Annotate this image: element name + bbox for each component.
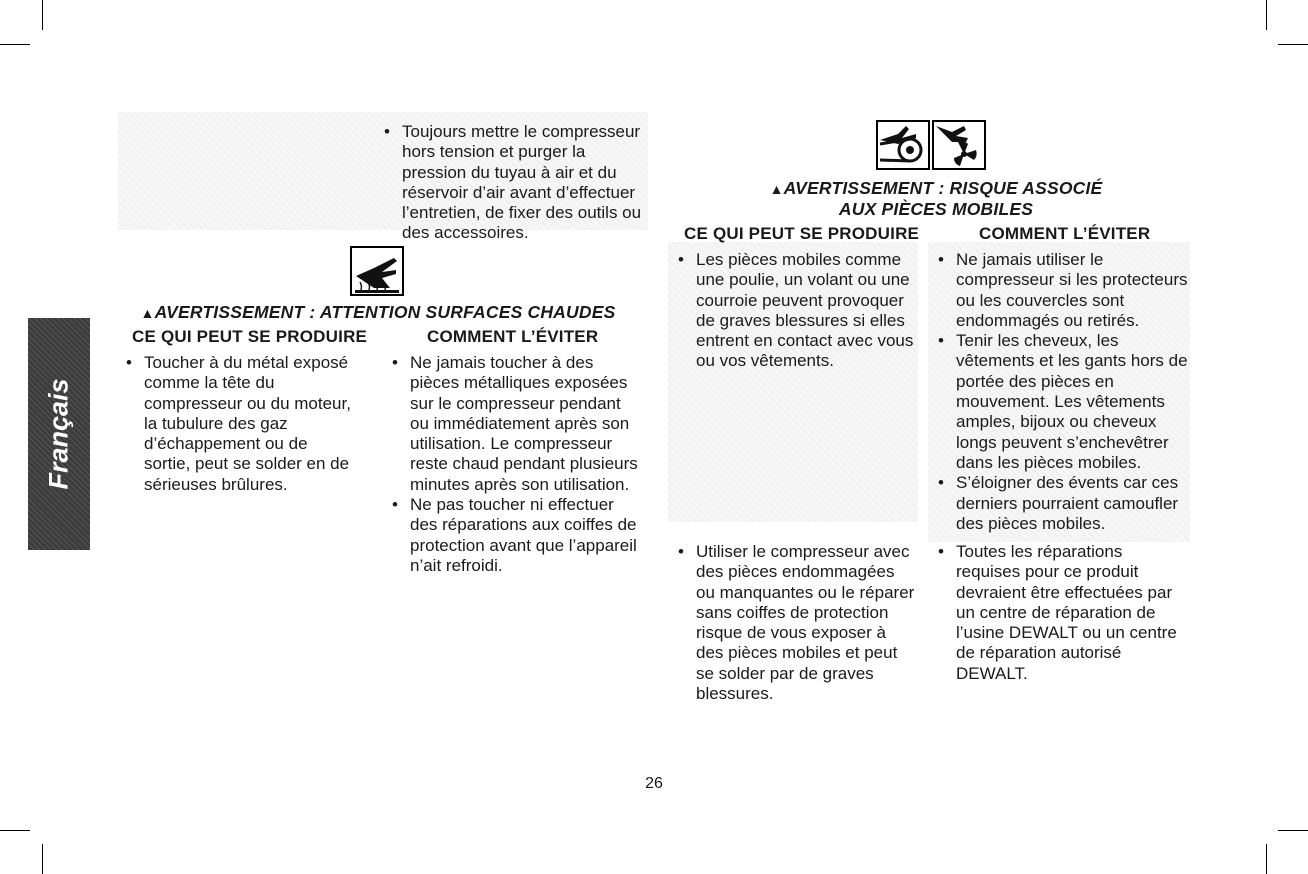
crop-mark [1278, 830, 1308, 831]
how-to-prevent-heading: COMMENT L’ÉVITER [427, 327, 599, 346]
crop-mark [0, 44, 30, 45]
moving-how-to-prevent-list-2 [938, 542, 1190, 684]
list-item: • Ne jamais utiliser le compresseur si les protecteurs ou les couvercles sont endommagés ou retirés. [938, 250, 1190, 331]
language-tab [28, 318, 90, 550]
list-item: • Toucher à du métal exposé comme la tête du compresseur ou du moteur, la tubulure des gaz d’échappement ou de sortie, peut se solder en de sérieuses brûlures. [126, 353, 358, 495]
warning-title-text: AVERTISSEMENT : ATTENTION SURFACES CHAUDES [154, 302, 616, 322]
warning-triangle-icon: ▲ [140, 305, 155, 321]
list-item: • Ne jamais toucher à des pièces métalliques exposées sur le compresseur pendant ou immédiatement après son utilisation. Le compresseur reste chaud pendant plusieurs minutes après son utilisation. [392, 353, 642, 495]
crop-mark [42, 0, 43, 30]
warning-title-line2: AUX PIÈCES MOBILES [838, 199, 1034, 219]
hot-surfaces-warning-title [128, 302, 628, 323]
crop-mark [1266, 844, 1267, 874]
what-can-happen-heading: CE QUI PEUT SE PRODUIRE [684, 224, 920, 243]
warning-triangle-icon: ▲ [769, 181, 784, 197]
how-to-prevent-heading: COMMENT L’ÉVITER [979, 224, 1151, 243]
moving-how-to-prevent-list-1 [938, 250, 1190, 534]
list-item: • Utiliser le compresseur avec des pièces endommagées ou manquantes ou le réparer sans coiffes de protection risque de vous exposer à des pièces mobiles et peut se solder par de graves blessures. [678, 542, 918, 704]
hot-how-to-prevent-list [392, 353, 642, 576]
list-item: • Toujours mettre le compresseur hors tension et purger la pression du tuyau à air et du réservoir d’air avant d’effectuer l’entretien, de fixer des outils ou des accessoires. [384, 122, 644, 244]
hot-surface-hand-icon [350, 246, 404, 296]
language-tab-label: Français [43, 378, 74, 490]
what-can-happen-heading: CE QUI PEUT SE PRODUIRE [132, 327, 368, 346]
page-number: 26 [645, 775, 663, 792]
hot-what-can-happen-list [126, 353, 358, 495]
list-item: • Tenir les cheveux, les vêtements et les gants hors de portée des pièces en mouvement. Les vêtements amples, bijoux ou cheveux longs peuvent s’enchevêtrer dans les pièces mobiles. [938, 331, 1190, 473]
list-item: • S’éloigner des évents car ces derniers pourraient camoufler des pièces mobiles. [938, 473, 1190, 534]
fan-blade-hand-icon [932, 120, 986, 170]
top-bullet-list [384, 122, 644, 244]
warning-title-line1: AVERTISSEMENT : RISQUE ASSOCIÉ [783, 178, 1103, 198]
crop-mark [0, 830, 30, 831]
list-item: • Toutes les réparations requises pour ce produit devraient être effectuées par un centre de réparation de l’usine DEWALT ou un centre de réparation autorisé DEWALT. [938, 542, 1190, 684]
list-item: • Ne pas toucher ni effectuer des réparations aux coiffes de protection avant que l’appareil n’ait refroidi. [392, 495, 642, 576]
moving-what-can-happen-list-2 [678, 542, 918, 704]
crop-mark [1266, 0, 1267, 30]
belt-pinch-hand-icon [876, 120, 930, 170]
moving-what-can-happen-list-1 [678, 250, 916, 372]
list-item: • Les pièces mobiles comme une poulie, un volant ou une courroie peuvent provoquer de graves blessures si elles entrent en contact avec vous ou vos vêtements. [678, 250, 916, 372]
moving-parts-warning-title [676, 178, 1196, 219]
crop-mark [42, 844, 43, 874]
crop-mark [1278, 44, 1308, 45]
